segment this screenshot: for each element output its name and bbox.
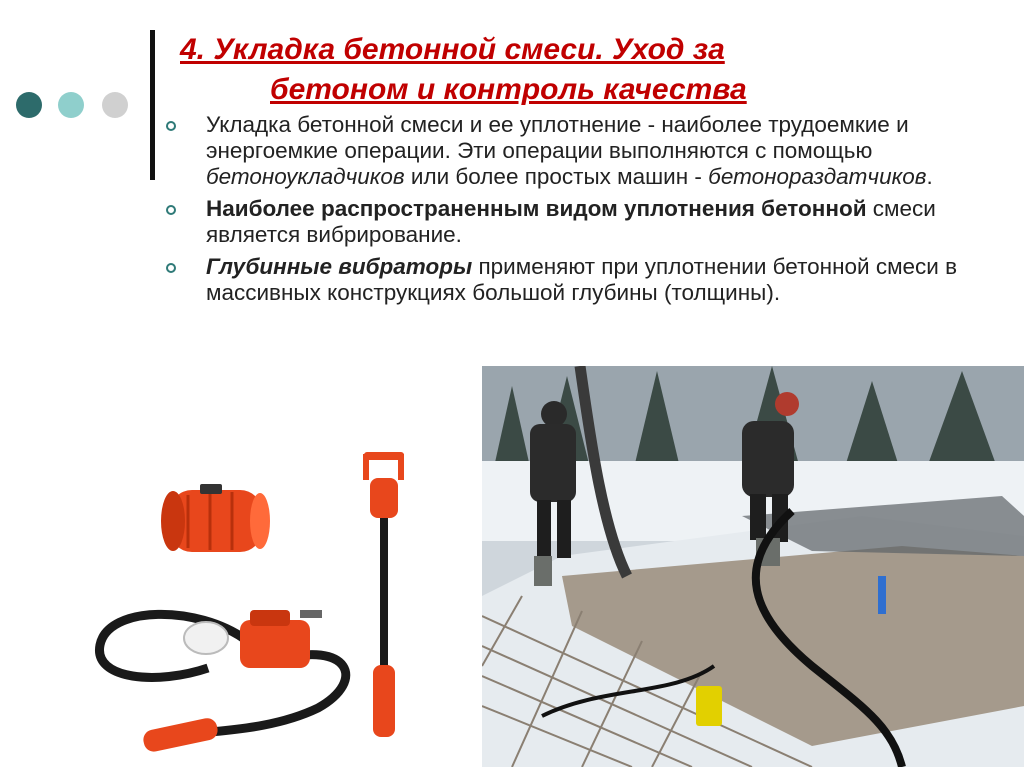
decor-dot-grey	[102, 92, 128, 118]
bullet-text: .	[926, 164, 933, 189]
bullet-list	[166, 112, 1016, 312]
decor-dot-dark	[16, 92, 42, 118]
handheld-vibrator-icon	[363, 452, 404, 737]
bullet-item	[166, 112, 1016, 190]
bullet-icon	[166, 121, 176, 131]
bullet-item	[166, 196, 1016, 248]
bullet-emphasis: бетонораздатчиков	[708, 164, 927, 189]
deep-vibrator-with-hose-icon	[99, 610, 345, 753]
decor-dot-light	[58, 92, 84, 118]
vibrator-equipment-illustration	[88, 440, 418, 760]
bullet-icon	[166, 263, 176, 273]
bullet-text: или более простых машин -	[404, 164, 709, 189]
bullet-text: смеси является вибрирование.	[206, 196, 936, 247]
slide-title-line-1: 4. Укладка бетонной смеси. Уход за	[180, 33, 725, 66]
bullet-strong-emphasis: Глубинные вибраторы	[206, 254, 473, 279]
bullet-text: Укладка бетонной смеси и ее уплотнение - наиболее трудоемкие и энергоемкие операции. Эти операции выполняются с помощью	[206, 112, 909, 163]
slide-title-line-2: бетоном и контроль качества	[270, 73, 747, 106]
bullet-item	[166, 254, 1016, 306]
bullet-icon	[166, 205, 176, 215]
slide-title	[160, 30, 840, 110]
external-vibrator-icon	[161, 484, 270, 552]
concrete-pouring-photo	[482, 366, 1024, 767]
bullet-strong: Наиболее распространенным видом уплотнения бетонной	[206, 196, 867, 221]
bullet-text: применяют при уплотнении бетонной смеси в массивных конструкциях большой глубины (толщины).	[206, 254, 958, 305]
title-divider	[150, 30, 155, 180]
bullet-emphasis: бетоноукладчиков	[206, 164, 405, 189]
